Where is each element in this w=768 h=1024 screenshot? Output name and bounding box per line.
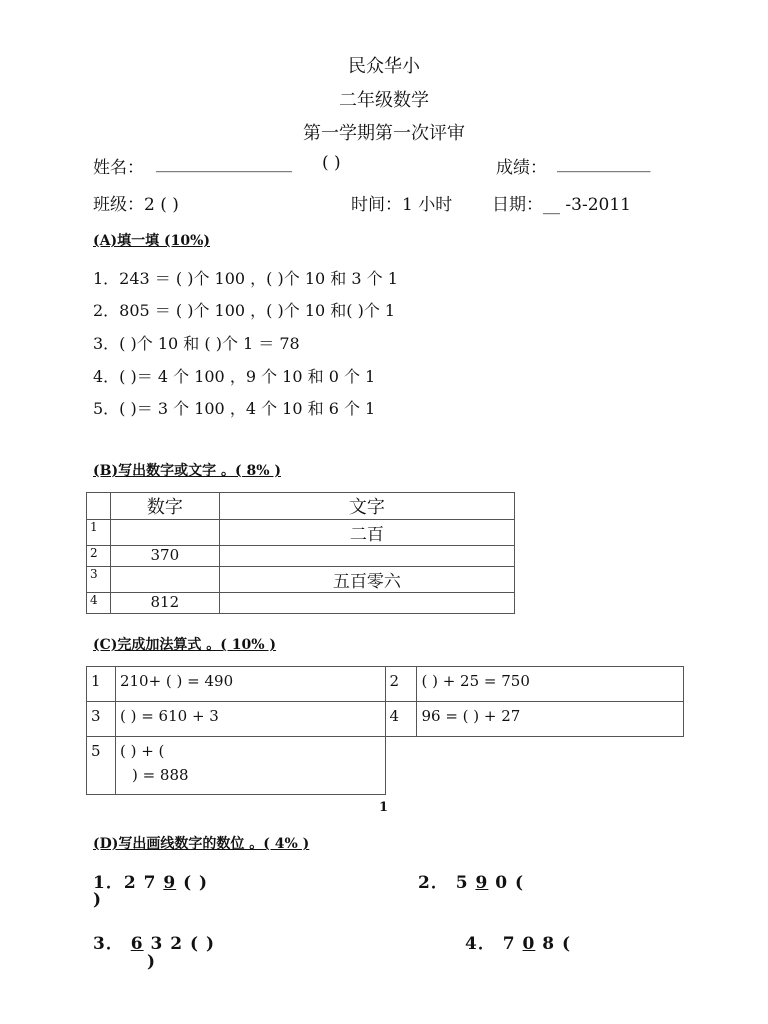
d2-suffix: 0 ( xyxy=(488,873,525,893)
addition-table xyxy=(86,666,684,795)
d3-prefix: 3． xyxy=(93,934,131,954)
row-number: 3 xyxy=(87,567,111,593)
d3-suffix: 3 2 ( ) xyxy=(143,934,216,954)
addition-expression[interactable]: 210+ ( ) = 490 xyxy=(115,667,385,702)
table-row xyxy=(87,546,515,567)
d2-prefix: 2． 5 xyxy=(418,873,476,893)
row-number: 4 xyxy=(87,593,111,614)
header-word: 文字 xyxy=(219,493,514,520)
score-label: 成绩： xyxy=(496,158,547,178)
subject-title: 二年级数学 xyxy=(339,90,429,111)
date-line: 日期：__ -3-2011 xyxy=(492,195,631,215)
section-d-title: (D)写出画线数字的数位 。( 4% ) xyxy=(93,836,310,852)
name-paren[interactable]: ( ) xyxy=(322,153,341,173)
question-a5: 5．( )＝ 3 个 100 ，4 个 10 和 6 个 1 xyxy=(93,399,376,418)
class-line: 班级：2 ( ) xyxy=(93,195,179,215)
d4-wrap-paren: ) xyxy=(147,952,157,972)
word-cell[interactable] xyxy=(219,546,514,567)
number-word-table xyxy=(86,492,515,614)
table-row xyxy=(87,520,515,546)
word-cell[interactable]: 二百 xyxy=(219,520,514,546)
table-row xyxy=(87,567,515,593)
addition-expression[interactable] xyxy=(115,737,385,795)
cell-number: 4 xyxy=(385,702,417,737)
expression-line-1: ( ) + ( xyxy=(119,742,165,760)
school-name: 民众华小 xyxy=(348,56,420,77)
addition-expression[interactable]: 96 = ( ) + 27 xyxy=(417,702,684,737)
word-cell[interactable]: 五百零六 xyxy=(219,567,514,593)
section-c-title: (C)完成加法算式 。( 10% ) xyxy=(93,637,277,653)
cell-number: 1 xyxy=(87,667,116,702)
number-cell[interactable]: 370 xyxy=(110,546,219,567)
row-number: 2 xyxy=(87,546,111,567)
empty-cell xyxy=(417,737,684,795)
d3-underlined-digit: 6 xyxy=(130,934,144,954)
table-row xyxy=(87,593,515,614)
d1-prefix: 1．2 7 xyxy=(93,873,164,893)
empty-cell xyxy=(385,737,417,795)
question-d3 xyxy=(93,929,215,954)
addition-expression[interactable]: ( ) = 610 + 3 xyxy=(115,702,385,737)
row-number: 1 xyxy=(87,520,111,546)
question-d2 xyxy=(418,868,524,893)
d4-suffix: 8 ( xyxy=(535,934,572,954)
exam-title: 第一学期第一次评审 xyxy=(303,123,465,144)
word-cell[interactable] xyxy=(219,593,514,614)
question-d1 xyxy=(93,868,208,893)
question-d4 xyxy=(465,929,571,954)
name-blank[interactable]: ________________ xyxy=(156,153,292,173)
number-cell[interactable]: 812 xyxy=(110,593,219,614)
number-cell[interactable] xyxy=(110,520,219,546)
name-label: 姓名： xyxy=(93,158,144,178)
score-blank[interactable]: ___________ xyxy=(557,153,651,173)
cell-number: 2 xyxy=(385,667,417,702)
page-number: 1 xyxy=(379,800,389,815)
number-cell[interactable] xyxy=(110,567,219,593)
header-number: 数字 xyxy=(110,493,219,520)
section-a-title: (A)填一填 (10%) xyxy=(93,233,211,249)
time-line: 时间：1 小时 xyxy=(351,195,453,215)
cell-number: 5 xyxy=(87,737,116,795)
addition-expression[interactable]: ( ) + 25 = 750 xyxy=(417,667,684,702)
d1-underlined-digit: 9 xyxy=(163,873,177,893)
d1-wrap-paren: ) xyxy=(93,890,103,910)
question-a1: 1．243 ＝ ( )个 100 ，( )个 10 和 3 个 1 xyxy=(93,269,398,288)
section-b-title: (B)写出数字或文字 。( 8% ) xyxy=(93,463,281,479)
table-corner xyxy=(87,493,111,520)
d4-underlined-digit: 0 xyxy=(522,934,536,954)
question-a3: 3．( )个 10 和 ( )个 1 ＝ 78 xyxy=(93,334,300,353)
question-a2: 2．805 ＝ ( )个 100 ，( )个 10 和( )个 1 xyxy=(93,301,396,320)
d4-prefix: 4． 7 xyxy=(465,934,523,954)
d2-underlined-digit: 9 xyxy=(475,873,489,893)
question-a4: 4．( )＝ 4 个 100 ，9 个 10 和 0 个 1 xyxy=(93,367,376,386)
expression-line-2: ) = 888 xyxy=(131,766,189,784)
d1-suffix: ( ) xyxy=(176,873,209,893)
cell-number: 3 xyxy=(87,702,116,737)
